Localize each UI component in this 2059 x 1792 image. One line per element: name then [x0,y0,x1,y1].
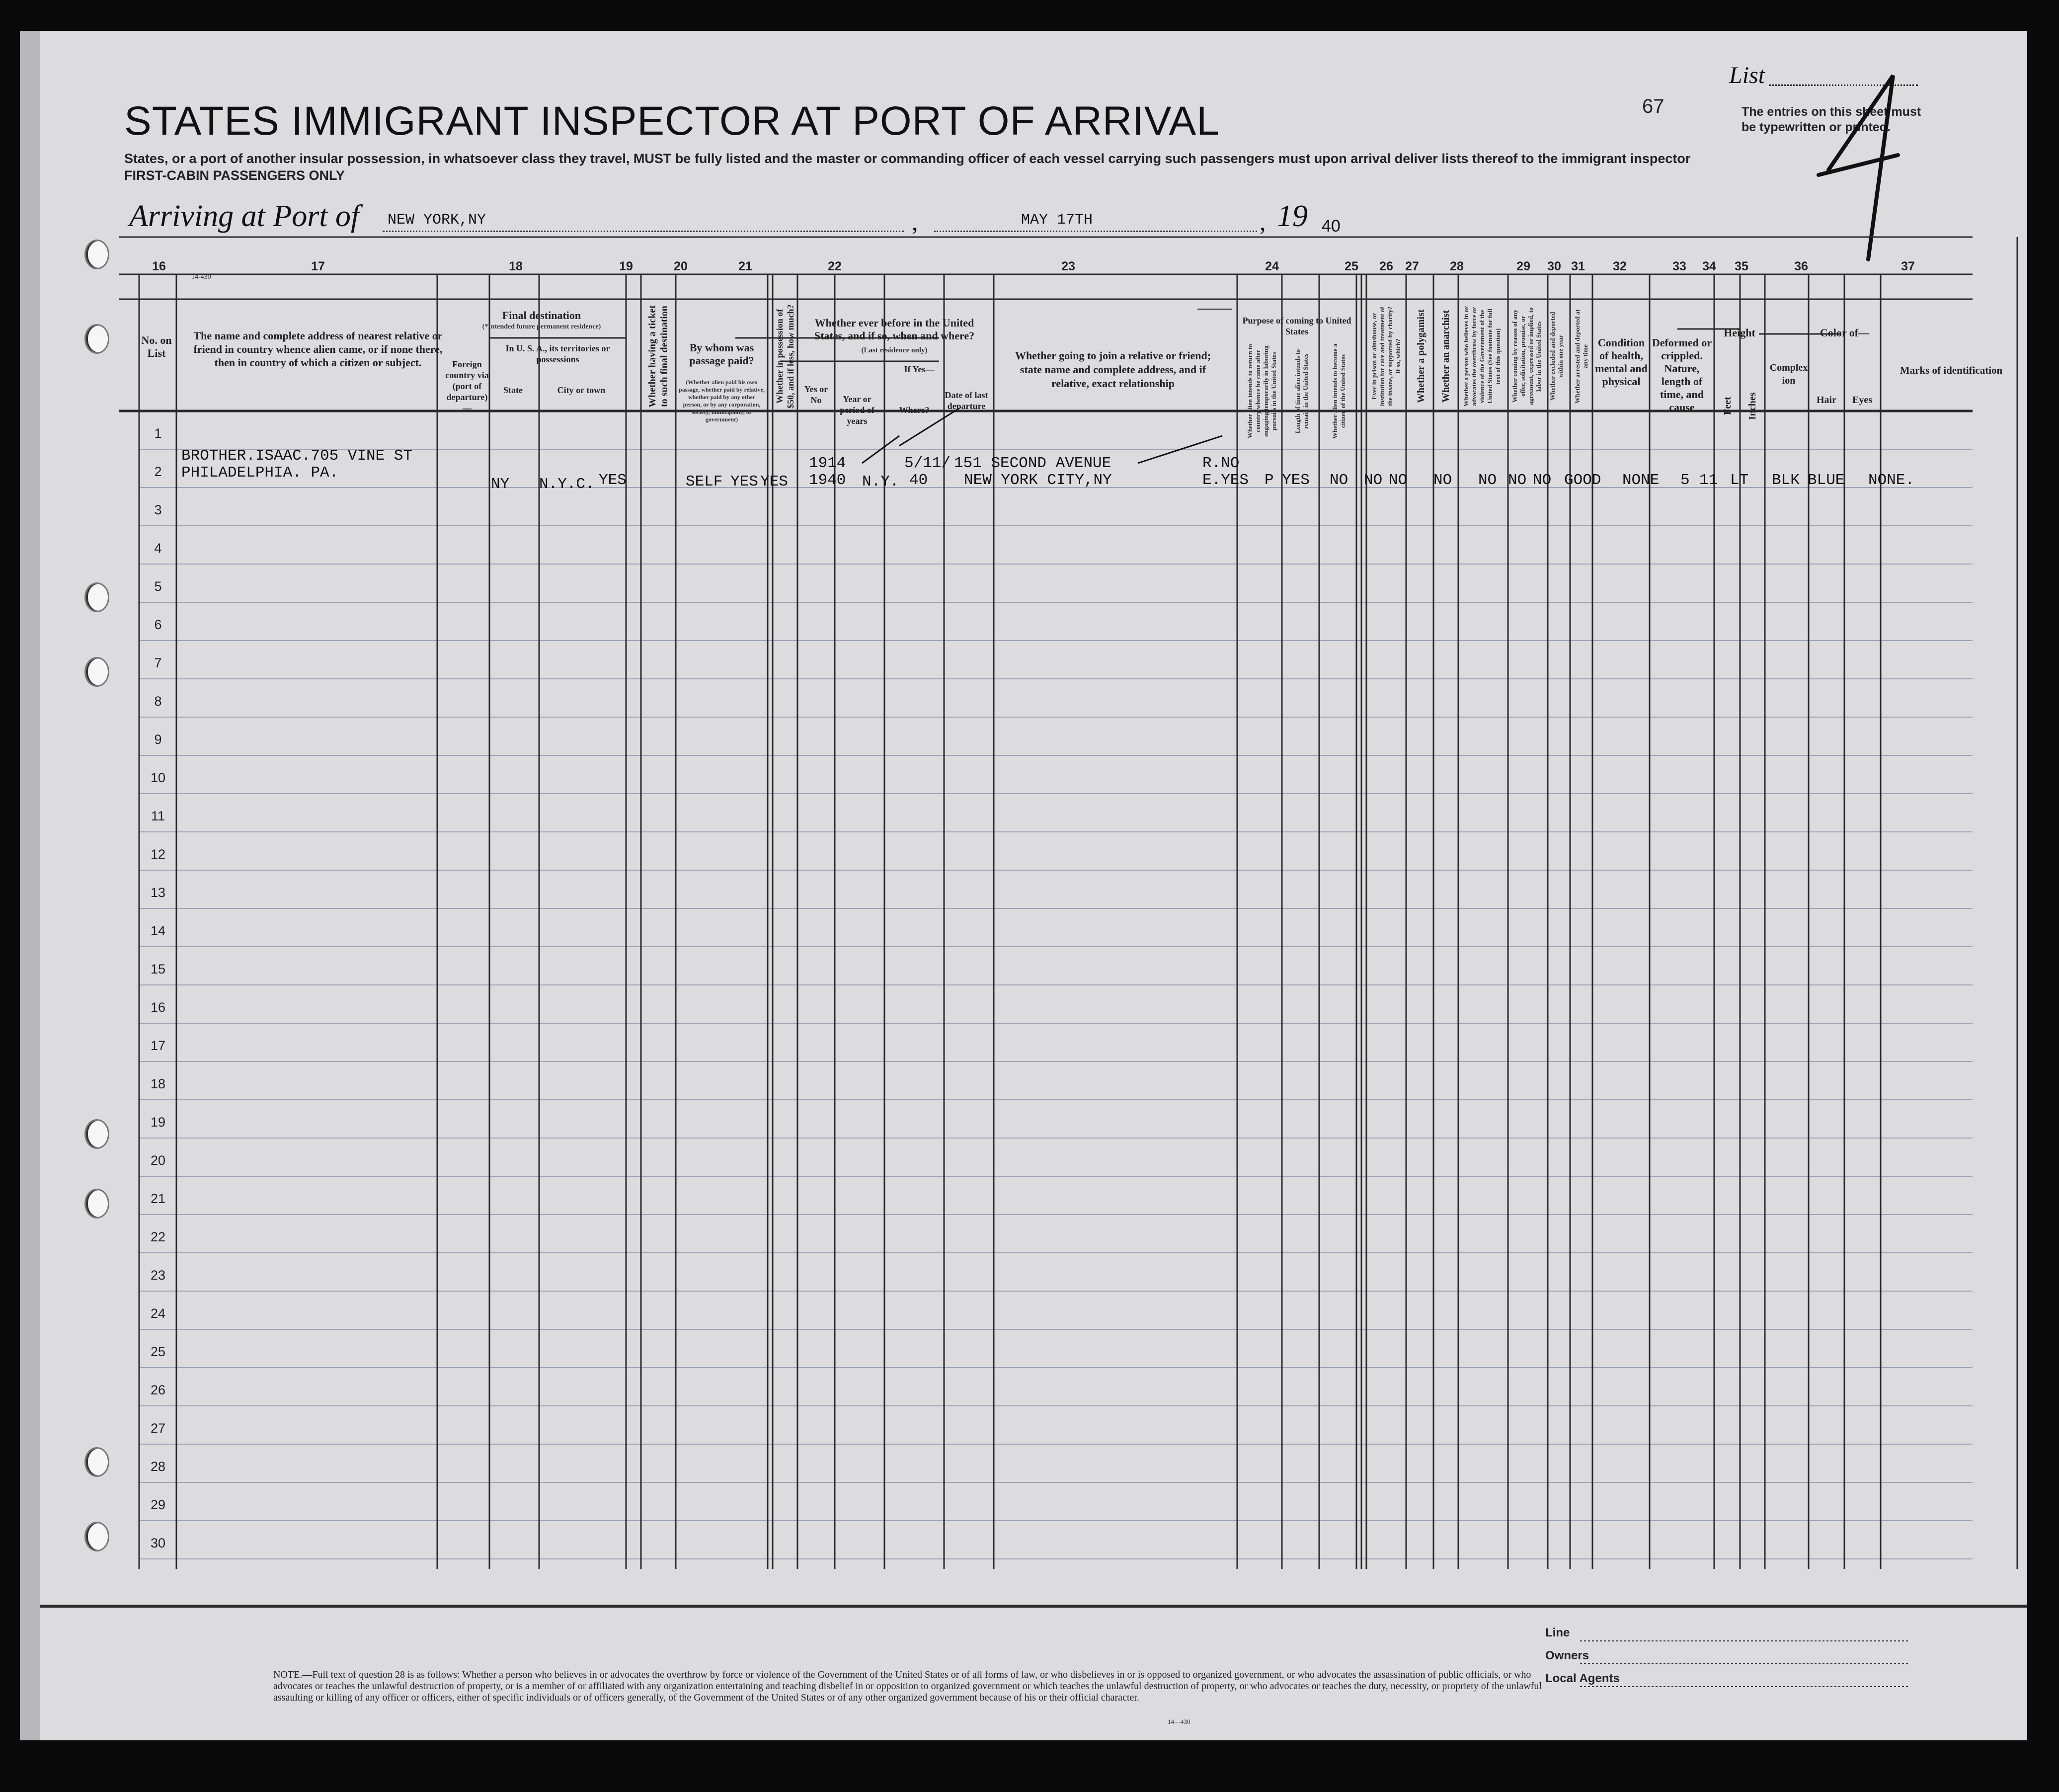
entry-before-yesno: YES [760,473,788,490]
colnum-24: 24 [1265,259,1279,273]
row-number: 25 [150,1344,166,1359]
colnum-31: 31 [1571,259,1585,273]
hdr-eyes: Eyes [1852,395,1872,406]
colnum-25: 25 [1345,259,1358,273]
colnum-33: 33 [1672,259,1686,273]
entry-ticket: YES [599,472,627,489]
binder-hole [84,240,109,269]
hdr-if-yes: If Yes— [904,364,935,374]
row-number: 6 [154,617,162,632]
page-number: 67 [1642,95,1664,117]
binder-hole [84,1522,109,1551]
row-number: 10 [150,770,166,785]
hdr-foreign-country: Foreign country via (port of departure)— [445,359,489,413]
entry-complexion: LT [1730,472,1749,489]
hdr-city: City or town [557,385,606,395]
hdr-q31-wrap [1570,304,1592,408]
hdr-q29: Whether coming by reason of any offer, solicitation, promise, or agreement, expressed or implied, to labor in the United States [1510,307,1542,406]
form-code-top: 14-430 [191,273,211,281]
entry-q29: NO [1478,472,1497,489]
row-number: 28 [150,1459,166,1474]
colnum-27: 27 [1405,259,1419,273]
hdr-anarchist: Whether an anarchist [1440,310,1451,403]
row-number: 13 [150,885,166,900]
list-note-line-1: The entries on this sheet must [1742,105,1921,119]
row-number: 29 [150,1497,166,1512]
hdr-feet: Feet [1722,397,1733,415]
hdr-q29-wrap [1508,304,1545,408]
binder-hole [84,582,109,612]
entry-prison: NO [1330,472,1348,489]
hdr-no-on-list: No. on List [141,334,172,359]
colnum-22: 22 [828,259,842,273]
hdr-prison: Ever in prison or almshouse, or institution for care and treatment of the insane, or supported by charity? If so, which? [1370,306,1402,407]
colnum-26: 26 [1379,259,1393,273]
owners-label: Owners [1545,1649,1589,1662]
hdr-passage-sub: (Whether alien paid his own passage, whether paid by relative, whether paid by any other person, or by any corporation, society, municipality, or government) [679,379,765,423]
hdr-final-destination: Final destination [502,309,581,322]
hdr-q30-wrap [1545,304,1568,408]
row-number: 17 [150,1038,166,1053]
row-number: 30 [150,1536,166,1550]
entry-purpose-line-2: E.YES [1202,472,1249,489]
hdr-state: State [503,385,523,395]
row-number: 1 [154,426,162,441]
entry-money: YES [730,473,758,490]
entry-before-year-2: 1940 [809,472,846,489]
hdr-yes-or-no: Yes or No [804,384,828,405]
row-number: 24 [150,1306,166,1321]
hdr-purpose-c-wrap [1322,339,1356,443]
row-number: 12 [150,847,166,862]
local-agents-label: Local Agents [1545,1672,1620,1685]
manifest-page [40,31,2027,1740]
colnum-34: 34 [1702,259,1716,273]
binder-hole [84,1447,109,1477]
entry-purpose-line-1: R.NO [1202,455,1240,472]
entry-feet: 5 [1680,472,1690,489]
arrival-label: Arriving at Port of [129,199,360,233]
colnum-16: 16 [152,259,166,273]
row-number: 26 [150,1383,166,1397]
hdr-polygamist: Whether a polygamist [1416,309,1426,404]
hdr-anarchist-wrap [1433,304,1458,408]
hdr-q28-wrap [1458,304,1505,408]
entry-anarchist: NO [1389,472,1408,489]
colnum-35: 35 [1735,259,1748,273]
row-number: 27 [150,1421,166,1436]
hdr-money: Whether in possession of $50, and if less, how much? [775,304,795,408]
arrival-port: NEW YORK,NY [388,212,486,229]
hdr-feet-wrap [1715,379,1740,433]
hdr-nearest-relative: The name and complete address of nearest relative or friend in country whence alien came, or if none there, then in country of which a citizen or subject. [193,329,443,369]
hdr-join-relative: Whether going to join a relative or friend; state name and complete address, and if relative, exact relationship [1015,349,1211,390]
entry-city: N.Y.C. [539,476,595,493]
arrival-comma-2: , [1260,208,1266,236]
hdr-in-usa: In U. S. A., its territories or possessions [505,343,610,364]
intro-line-1: States, or a port of another insular possession, in whatsoever class they travel, MUST be fully listed and the master or commanding officer of each vessel carrying such passengers must upon arrival deliver lists thereof to the immigrant inspector [124,151,1691,166]
hdr-purpose-a-wrap [1242,339,1282,443]
table-column-lines [139,237,2017,1569]
row-number: 23 [150,1268,166,1283]
intro-line-2: FIRST-CABIN PASSENGERS ONLY [124,168,345,183]
hdr-q28: Whether a person who believes in or advocates the overthrow by force or violence of the Government of the United States (See footnote for full text of this question) [1462,306,1502,407]
hdr-purpose-c: Whether alien intends to become a citizen of the United States [1331,343,1346,439]
entry-polygamist: NO [1364,472,1383,489]
arrival-year-suffix: 40 [1322,217,1341,236]
colnum-18: 18 [509,259,523,273]
entry-q31: NO [1533,472,1552,489]
page-title: STATES IMMIGRANT INSPECTOR AT PORT OF ARRIVAL [124,98,1220,144]
hdr-prison-wrap [1364,304,1409,408]
entry-q28: NO [1433,472,1452,489]
row-number: 2 [154,464,162,479]
line-label: Line [1545,1626,1570,1639]
entry-deformed: NONE [1622,472,1660,489]
colnum-37: 37 [1901,259,1915,273]
hdr-polygamist-wrap [1409,304,1433,408]
entry-before-date-2: 40 [909,472,928,489]
hdr-deformed: Deformed or crippled. Nature, length of time, and cause [1652,336,1712,413]
binder-hole [84,657,109,687]
entry-relative-line-2: PHILADELPHIA. PA. [181,464,339,482]
entry-health: GOOD [1564,472,1601,489]
entry-citizen: YES [1282,472,1310,489]
colnum-28: 28 [1450,259,1464,273]
footnote-q28: NOTE.—Full text of question 28 is as follows: Whether a person who believes in or advocates the overthrow by force or violence of the Government of the United States or of all forms of law, or who disbelieves in or is opposed to organized government, or who advocates the assassination of public officials, or who advocates or teaches the unlawful destruction of property, or is a member of or affiliated with any organization entertaining and teaching disbelief in or opposition to organized government or which teaches the unlawful destruction of property, or who advocates or teaches the duty, necessity, or propriety of the unlawful assaulting or killing of any officer or officers, either of specific individuals or of officers generally, of the Government of the United States or of any other organized government because of his or their official character. [273,1669,1542,1703]
row-number: 7 [154,655,162,670]
arrival-date: MAY 17TH [1021,212,1093,229]
arrival-year-prefix: 19 [1277,199,1308,233]
hdr-money-wrap [773,304,797,408]
hdr-inches-wrap [1740,379,1765,433]
row-number: 8 [154,694,162,709]
hdr-purpose-b: Length of time alien intends to remain in the United States [1294,349,1309,433]
row-number: 5 [154,579,162,594]
colnum-20: 20 [674,259,688,273]
row-number: 21 [150,1191,166,1206]
binder-hole [84,1119,109,1149]
hdr-height: Height [1724,326,1755,339]
entry-passage: SELF [686,473,723,490]
colnum-19: 19 [619,259,633,273]
hdr-inches: Inches [1747,392,1758,420]
hdr-hair: Hair [1817,395,1836,406]
row-number: 9 [154,732,162,747]
list-note-line-2: be typewritten or printed. [1742,120,1891,134]
hdr-passage: By whom was passage paid? [689,341,754,367]
hdr-q30: Whether excluded and deported within one year [1548,312,1564,401]
entry-state: NY [491,476,510,493]
hdr-year-period: Year or period of years [840,394,874,426]
row-number: 20 [150,1153,166,1168]
entry-length: P [1265,472,1274,489]
table-row-lines [139,449,1973,1559]
hdr-final-destination-sub: (*Intended future permanent residence) [482,323,601,330]
entry-marks: NONE. [1868,472,1915,489]
hdr-where: Where? [899,405,930,415]
row-number: 3 [154,502,162,517]
hdr-ticket-wrap [643,304,673,408]
colnum-17: 17 [311,259,325,273]
hdr-color-of: Color of— [1820,326,1870,339]
hdr-ticket: Whether having a ticket to such final destination [647,305,670,407]
colnum-36: 36 [1794,259,1808,273]
entry-join-line-2: NEW YORK CITY,NY [964,472,1112,489]
hdr-date-last-departure: Date of last departure [945,390,988,411]
entry-q30: NO [1508,472,1527,489]
row-number: 14 [150,923,166,938]
colnum-21: 21 [738,259,752,273]
colnum-32: 32 [1613,259,1627,273]
hdr-marks: Marks of identification [1900,364,2003,376]
entry-relative-line-1: BROTHER.ISAAC.705 VINE ST [181,447,413,465]
hdr-purpose-b-wrap [1284,339,1319,443]
row-number: 16 [150,1000,166,1015]
entry-eyes: BLUE [1808,472,1845,489]
hdr-purpose-a: Whether alien intends to return to country whence he came after engaging temporarily in laboring pursuits in the United States [1246,344,1277,438]
hdr-purpose: Purpose of coming to United States [1242,316,1351,336]
entry-before-year-1: 1914 [809,455,846,472]
entry-join-line-1: 151 SECOND AVENUE [954,455,1111,472]
row-number: 11 [151,809,165,823]
binder-hole [84,324,109,354]
row-number: 22 [150,1229,166,1244]
entry-before-where: N.Y. [862,473,899,490]
arrival-comma: , [912,208,918,236]
hdr-complexion: Complexion [1769,362,1808,386]
row-number: 19 [150,1115,166,1130]
table-grid [40,31,2027,1740]
entry-before-date-1: 5/11/ [904,455,951,472]
hdr-before-in-us: Whether ever before in the United States, and if so, when and where? [814,317,975,342]
colnum-23: 23 [1061,259,1075,273]
entry-inches: 11 [1699,472,1718,489]
hdr-before-sub: (Last residence only) [861,346,928,354]
row-number: 4 [154,541,162,556]
row-number: 18 [150,1076,166,1091]
list-label: List [1729,62,1765,88]
binder-hole [84,1189,109,1219]
colnum-29: 29 [1516,259,1530,273]
hdr-health: Condition of health, mental and physical [1595,336,1648,388]
form-code: 14—430 [1168,1718,1190,1725]
row-number: 15 [150,962,166,977]
colnum-30: 30 [1547,259,1561,273]
entry-hair: BLK [1772,472,1800,489]
hdr-q31: Whether arrested and deported at any time [1573,309,1589,404]
